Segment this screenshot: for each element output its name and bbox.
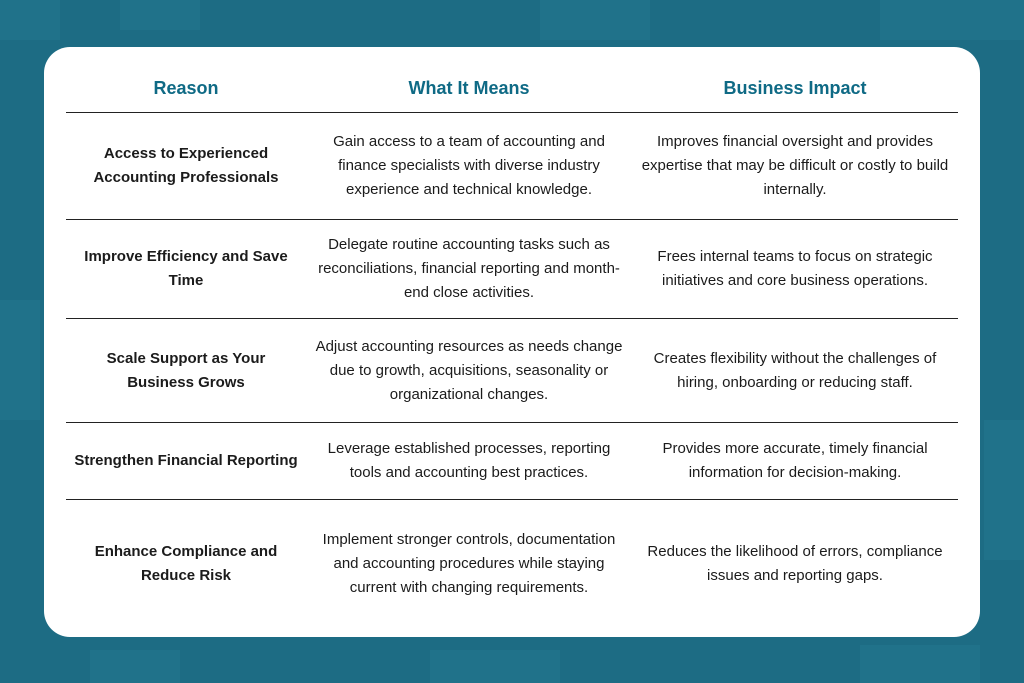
reason-cell: Improve Efficiency and Save Time [84,248,288,289]
background-shape [880,0,1024,40]
background-shape [430,650,560,683]
background-shape [860,645,980,683]
impact-cell: Creates flexibility without the challenges of hiring, onboarding or reducing staff. [653,349,937,391]
impact-cell: Provides more accurate, timely financial information for decision-making. [662,440,928,481]
reason-cell: Strengthen Financial Reporting [74,452,298,469]
impact-cell: Frees internal teams to focus on strategic initiatives and core business operations. [657,248,933,289]
means-cell: Delegate routine accounting tasks such as reconciliations, financial reporting and month-end close activities. [318,236,620,301]
means-cell: Implement stronger controls, documentation and accounting procedures while staying current with changing requirements. [322,531,616,596]
table-row [66,423,958,500]
table-row [66,319,958,423]
means-cell: Leverage established processes, reporting tools and accounting best practices. [327,440,611,481]
means-cell: Gain access to a team of accounting and finance specialists with diverse industry experience and technical knowledge. [333,133,605,198]
impact-cell: Reduces the likelihood of errors, compliance issues and reporting gaps. [647,543,943,584]
means-cell: Adjust accounting resources as needs change due to growth, acquisitions, seasonality or organizational changes. [315,337,623,403]
table-row [66,220,958,319]
background-shape [120,0,200,30]
header-what-it-means: What It Means [408,78,530,98]
header-business-impact: Business Impact [723,78,867,98]
table-row [66,113,958,220]
background-shape [0,0,60,40]
background-shape [0,300,40,420]
header-reason: Reason [153,78,219,98]
comparison-table [66,65,958,628]
table-row [66,500,958,628]
table-header-row [66,65,958,113]
background-shape [984,420,1024,560]
reason-cell: Access to Experienced Accounting Professionals [93,145,279,186]
impact-cell: Improves financial oversight and provides expertise that may be difficult or costly to build internally. [641,133,949,198]
background-shape [540,0,650,40]
reason-cell: Scale Support as Your Business Grows [106,349,266,391]
background-shape [90,650,180,683]
content-card [44,47,980,637]
reason-cell: Enhance Compliance and Reduce Risk [94,543,278,584]
